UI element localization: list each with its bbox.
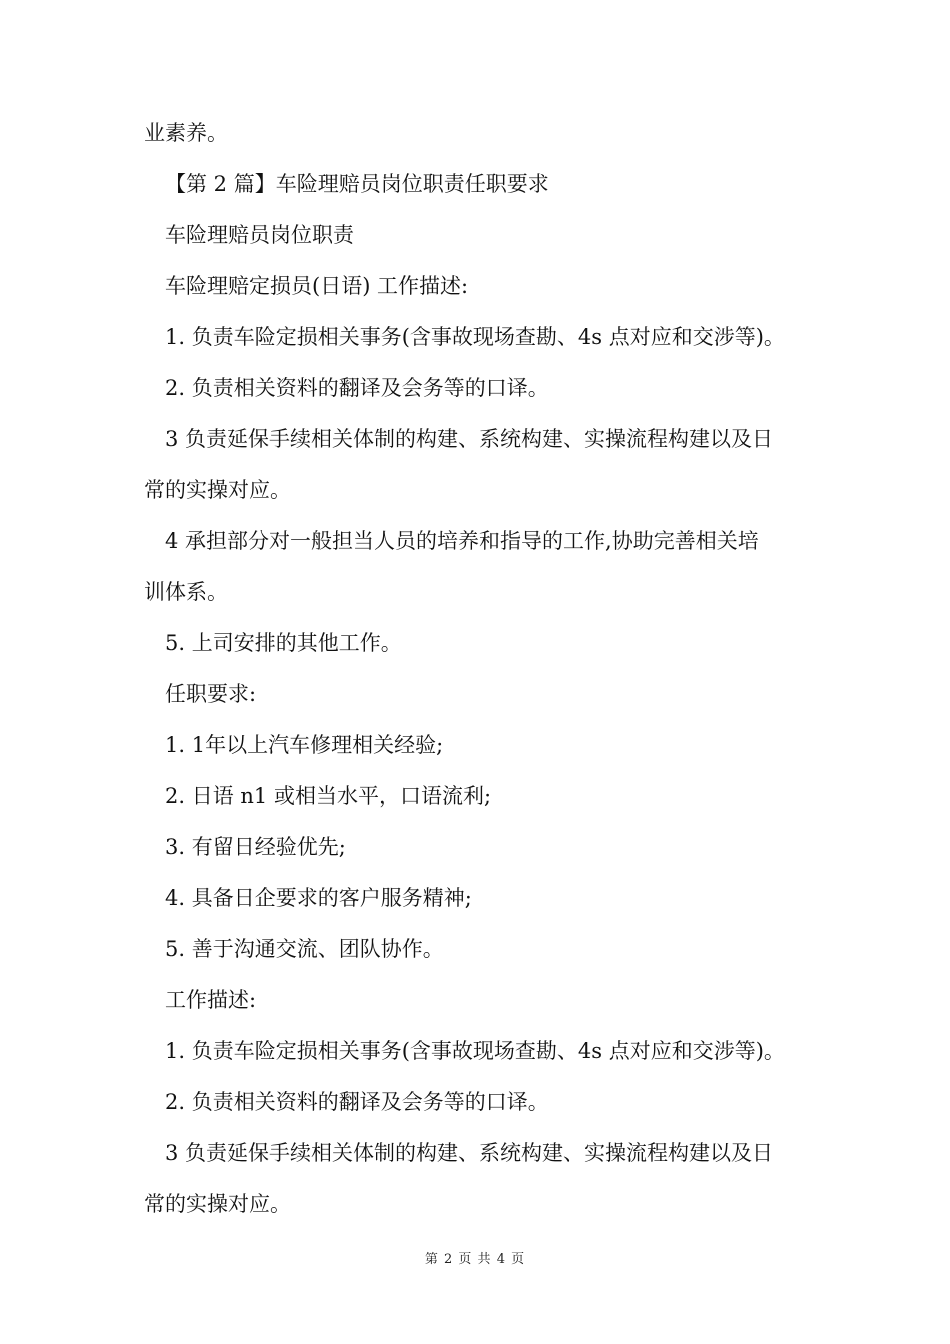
list-item: 2. 日语 n1 或相当水平，口语流利;: [165, 784, 492, 808]
list-item-continuation: 常的实操对应。: [144, 1192, 291, 1216]
list-item: 3. 有留日经验优先;: [165, 835, 346, 859]
list-item-continuation: 常的实操对应。: [144, 478, 291, 502]
paragraph: 任职要求:: [165, 682, 257, 706]
document-body: [144, 108, 816, 1230]
paragraph: 工作描述:: [165, 988, 257, 1012]
list-item: 5. 上司安排的其他工作。: [165, 631, 402, 655]
list-item: 1. 负责车险定损相关事务(含事故现场查勘、4s 点对应和交涉等)。: [165, 1039, 785, 1063]
list-item: 1. 1年以上汽车修理相关经验;: [165, 733, 444, 757]
section-heading: 【第 2 篇】车险理赔员岗位职责任职要求: [165, 172, 549, 196]
list-item: 5. 善于沟通交流、团队协作。: [165, 937, 444, 961]
page-footer: 第 2 页 共 4 页: [424, 1252, 526, 1267]
paragraph: 车险理赔员岗位职责: [165, 223, 354, 247]
paragraph: 车险理赔定损员(日语) 工作描述:: [165, 274, 469, 298]
list-item: 2. 负责相关资料的翻译及会务等的口译。: [165, 1090, 549, 1114]
list-item: 3 负责延保手续相关体制的构建、系统构建、实操流程构建以及日: [165, 427, 774, 451]
list-item: 3 负责延保手续相关体制的构建、系统构建、实操流程构建以及日: [165, 1141, 774, 1165]
list-item: 1. 负责车险定损相关事务(含事故现场查勘、4s 点对应和交涉等)。: [165, 325, 785, 349]
paragraph: 业素养。: [144, 121, 228, 145]
list-item: 4 承担部分对一般担当人员的培养和指导的工作,协助完善相关培: [165, 529, 759, 553]
list-item: 4. 具备日企要求的客户服务精神;: [165, 886, 472, 910]
list-item-continuation: 训体系。: [144, 580, 228, 604]
list-item: 2. 负责相关资料的翻译及会务等的口译。: [165, 376, 549, 400]
